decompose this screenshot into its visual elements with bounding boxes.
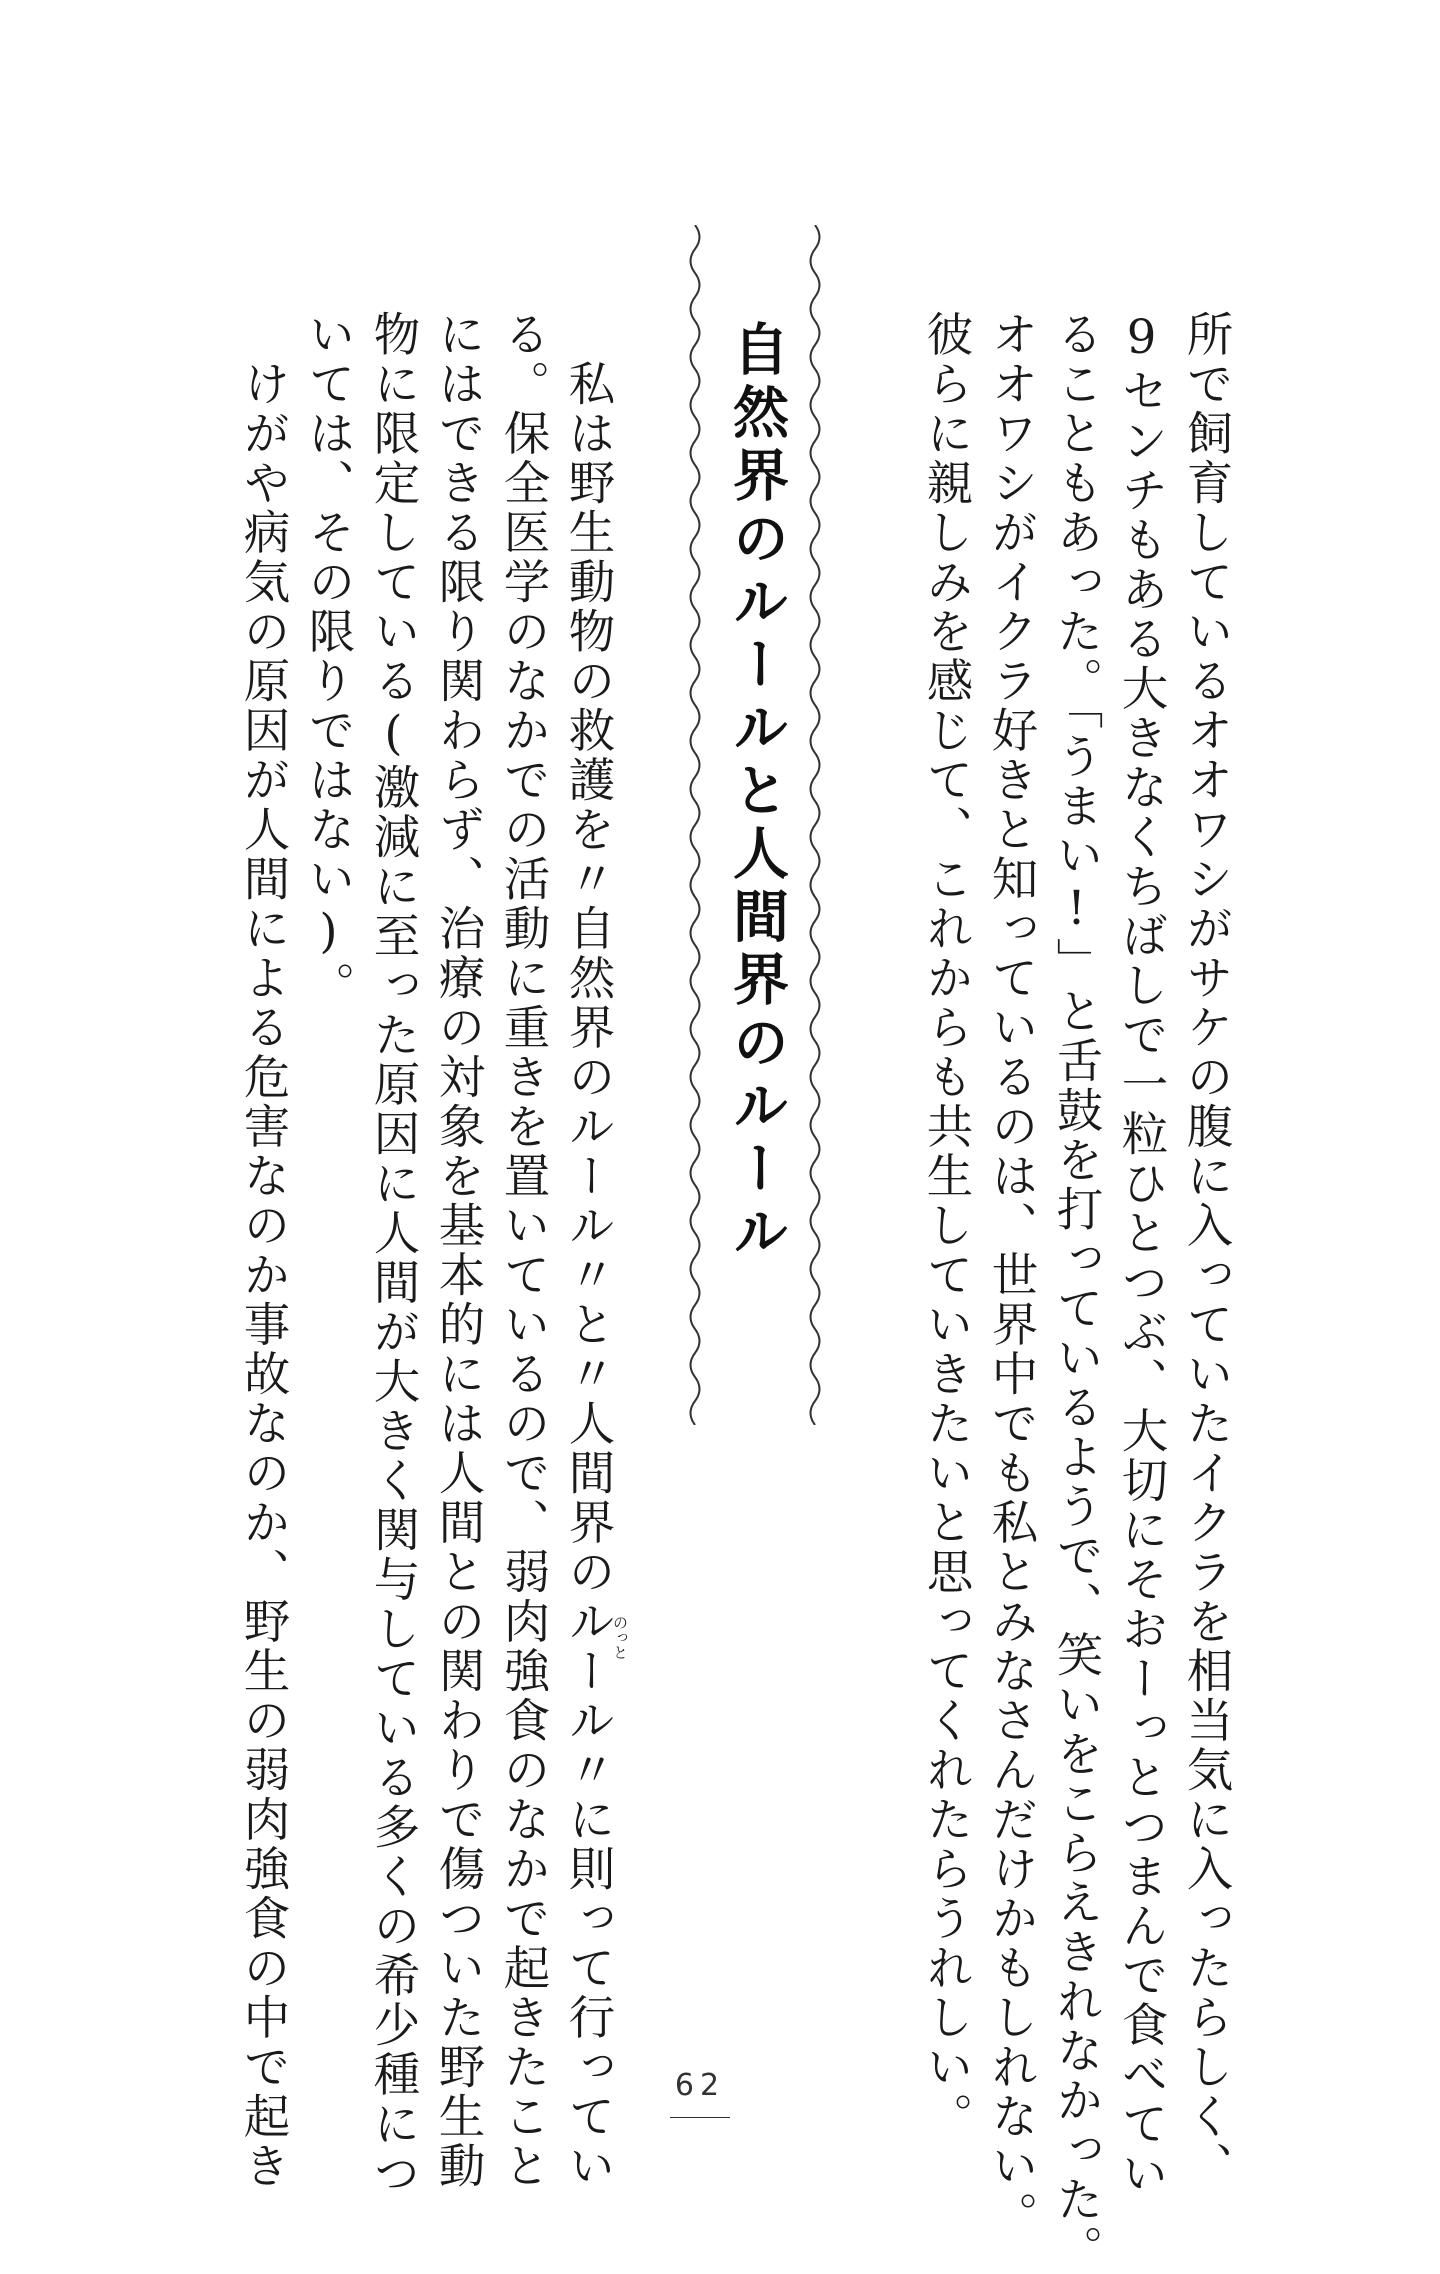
text-line-8: にはできる限り関わらず、治療の対象を基本的には人間との関わりで傷ついた野生動 bbox=[431, 310, 486, 2191]
section-heading: 自然界のルールと人間界のルール bbox=[724, 320, 789, 1265]
page-number: 62 bbox=[674, 2068, 726, 2103]
text-line-7: る。保全医学のなかでの活動に重きを置いているので、弱肉強食のなかで起きたこと bbox=[496, 310, 551, 2191]
text-line-11: けがや病気の原因が人間による危害なのか事故なのか、野生の弱肉強食の中で起き bbox=[236, 310, 291, 2191]
text-line-4: オオワシがイクラ好きと知っているのは、世界中でも私とみなさんだけかもしれない。 bbox=[984, 310, 1039, 2241]
text-line-10: いては、その限りではない)。 bbox=[301, 310, 356, 1011]
wavy-divider-left bbox=[680, 225, 710, 1425]
text-line-6: 私は野生動物の救護を〃自然界のルール〃と〃人間界のルール〃に則って行ってい bbox=[561, 310, 616, 2191]
page-number-underline bbox=[670, 2117, 730, 2118]
text-line-9: 物に限定している(激減に至った原因に人間が大きく関与している多くの希少種につ bbox=[366, 310, 421, 2199]
text-line-2: 9センチもある大きなくちばしで一粒ひとつぶ、大切にそおーっとつまんで食べてい bbox=[1114, 310, 1169, 2199]
text-line-1: 所で飼育しているオオワシがサケの腹に入っていたイクラを相当気に入ったらしく、 bbox=[1179, 310, 1234, 2191]
ruby-annotation: のっと bbox=[611, 1615, 629, 1660]
text-line-3: ることもあった。「うまい!」と舌鼓を打っているようで、笑いをこらえきれなかった。 bbox=[1049, 310, 1104, 2274]
text-line-5: 彼らに親しみを感じて、これからも共生していきたいと思ってくれたらうれしい。 bbox=[919, 310, 974, 2142]
wavy-divider-right bbox=[800, 225, 830, 1425]
